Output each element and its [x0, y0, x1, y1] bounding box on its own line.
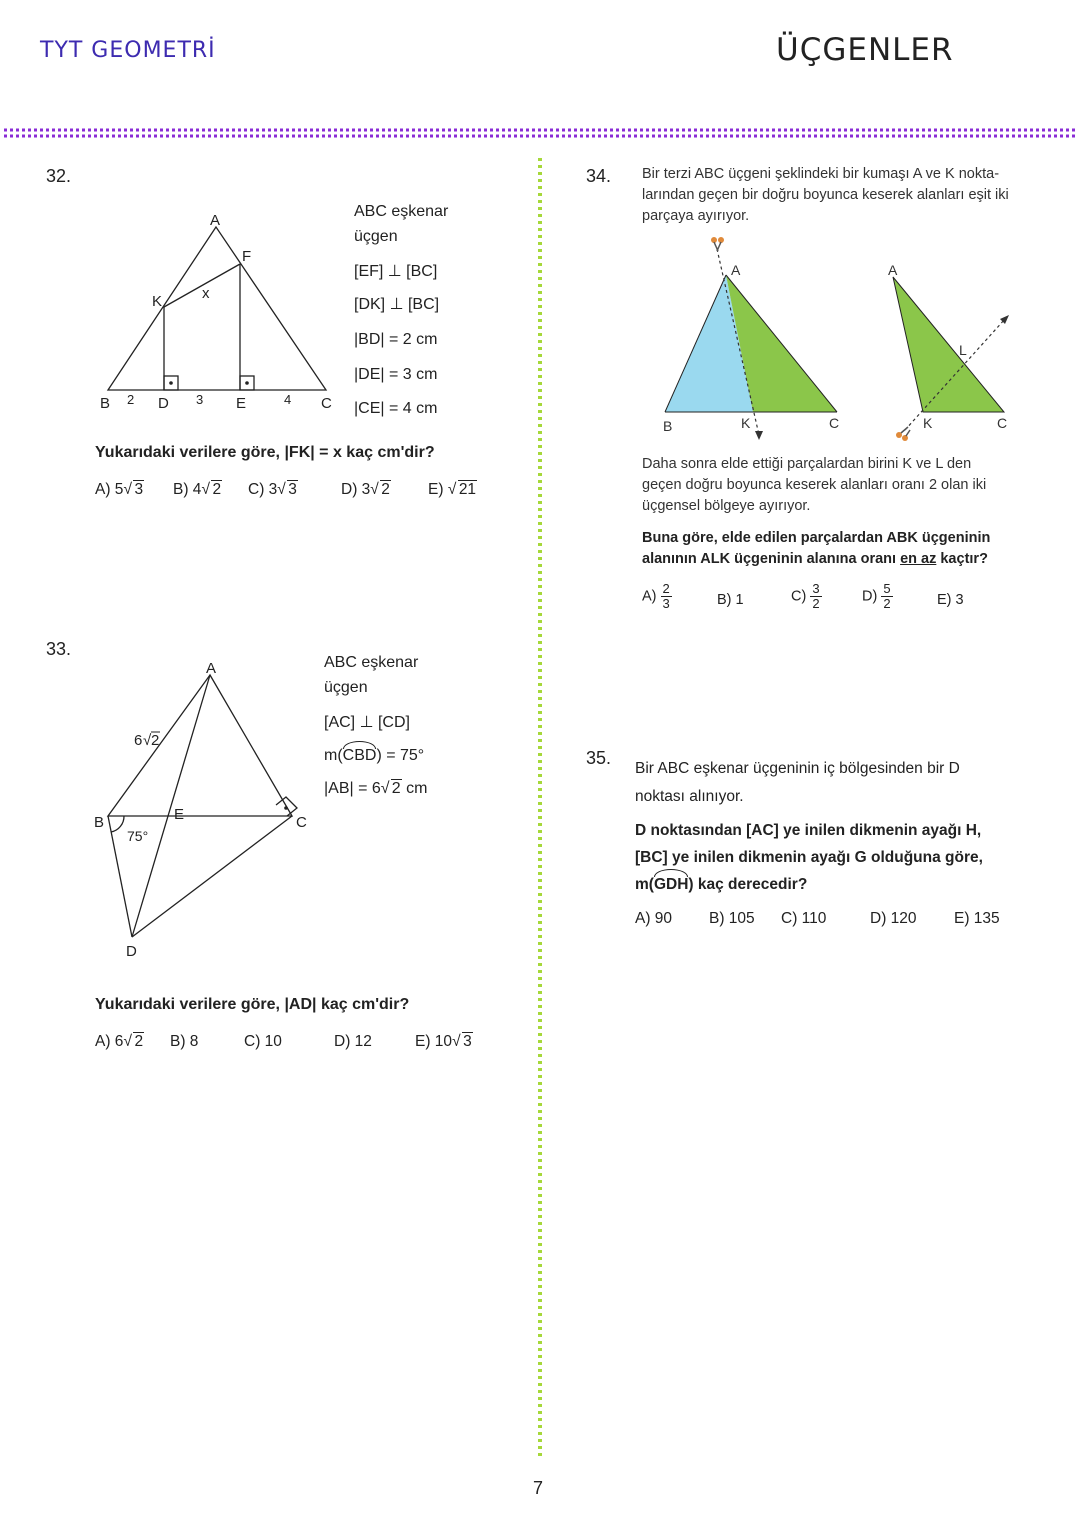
q33-option-c: C) 10 — [244, 1033, 282, 1050]
label-x: x — [202, 285, 210, 302]
header-topic: ÜÇGENLER — [776, 32, 954, 68]
label-D: D — [158, 395, 169, 412]
q32-number: 32. — [46, 166, 72, 186]
q32-option-b: B) 4√ 2 — [173, 481, 222, 499]
page-number: 7 — [533, 1478, 544, 1498]
label-C2: C — [997, 415, 1008, 431]
q33-option-d: D) 12 — [334, 1033, 372, 1050]
q32-question: Yukarıdaki verilere göre, |FK| = x kaç cm'dir? — [95, 444, 435, 461]
q33-options — [95, 1033, 495, 1055]
q34-option-d: D) $\frac{5}{2}$ — [862, 581, 891, 611]
q34-intro: Bir terzi ABC üçgeni şeklindeki bir kumaşı A ve K nokta- larından geçen bir doğru boyunca keserek alanları eşit iki parçaya ayırıyor. — [642, 166, 1009, 224]
q33-number: 33. — [46, 639, 72, 659]
label-E: E — [174, 806, 185, 823]
label-K: K — [152, 293, 163, 310]
label-K1: K — [741, 415, 751, 431]
q34-middle: Daha sonra elde ettiği parçalardan birini K ve L den geçen doğru boyunca keserek alanları oranı 2 olan iki üçgensel bölgeye ayırıyor. — [642, 456, 987, 514]
q32-option-e: E) √ 21 — [428, 481, 477, 499]
q35-option-c: C) 110 — [781, 910, 827, 927]
q34-options — [642, 582, 1022, 620]
label-A2: A — [888, 262, 898, 278]
label-F: F — [242, 248, 252, 265]
q35-intro: Bir ABC eşkenar üçgeninin iç bölgesinden bir D noktası alınıyor. — [635, 760, 960, 805]
label-C1: C — [829, 415, 840, 431]
label-K2: K — [923, 415, 933, 431]
q34-number: 34. — [586, 166, 612, 186]
q32-option-a: A) 5√ 3 — [95, 481, 144, 499]
q34-question: Buna göre, elde edilen parçalardan ABK üçgeninin alanının ALK üçgeninin alanına oranı en az kaçtır? — [642, 530, 991, 567]
label-de: 3 — [196, 392, 204, 407]
label-B: B — [94, 814, 105, 831]
label-ab-coef: 6 — [134, 732, 143, 749]
label-B: B — [663, 418, 673, 434]
label-B: B — [100, 395, 111, 412]
dotted-separator — [0, 126, 1080, 140]
svg-text:√: √ — [143, 732, 152, 749]
q34-option-a: A) $\frac{2}{3}$ — [642, 581, 670, 611]
label-angle: 75° — [127, 828, 149, 844]
scissors-icon — [711, 237, 724, 251]
q32-given: ABC eşkenar üçgen [EF] ⊥ [BC] [DK] ⊥ [BC] |BD| = 2 cm |DE| = 3 cm |CE| = 4 cm — [354, 203, 449, 417]
q34-option-b: B) 1 — [717, 592, 744, 608]
q35-option-d: D) 120 — [870, 910, 917, 927]
q33-option-e: E) 10√ 3 — [415, 1033, 473, 1051]
q33-option-b: B) 8 — [170, 1033, 199, 1050]
label-D: D — [126, 943, 137, 960]
label-L: L — [959, 342, 967, 358]
q35-question: D noktasından [AC] ye inilen dikmenin ayağı H, [BC] ye inilen dikmenin ayağı G olduğuna göre, m(GDH) kaç derecedir? — [635, 817, 983, 898]
q34-figure — [655, 235, 1035, 445]
q32-figure — [90, 205, 350, 420]
q32-option-c: C) 3√ 3 — [248, 481, 298, 499]
column-divider — [536, 158, 544, 1458]
q34-option-e: E) 3 — [937, 592, 964, 608]
q35-option-a: A) 90 — [635, 910, 673, 927]
label-A: A — [210, 212, 221, 229]
q33-given: ABC eşkenar üçgen [AC] ⊥ [CD] m(CBD) = 75° |AB| = 6√ 2 cm — [324, 650, 427, 801]
label-E: E — [236, 395, 247, 412]
label-C: C — [321, 395, 332, 412]
q32-option-d: D) 3√ 2 — [341, 481, 391, 499]
q32-options — [95, 481, 495, 503]
label-A1: A — [731, 262, 741, 278]
q35-options — [635, 910, 1025, 932]
label-ec: 4 — [284, 392, 292, 407]
label-bd: 2 — [127, 392, 135, 407]
label-A: A — [206, 660, 217, 677]
header-subject: TYT GEOMETRİ — [40, 38, 216, 63]
label-ab-root: 2 — [151, 732, 160, 749]
label-C: C — [296, 814, 307, 831]
scissors-icon — [896, 427, 910, 441]
q35-option-b: B) 105 — [709, 910, 755, 927]
q34-option-c: C) $\frac{3}{2}$ — [791, 581, 820, 611]
q33-question: Yukarıdaki verilere göre, |AD| kaç cm'dir? — [95, 996, 410, 1013]
q33-figure — [90, 655, 330, 960]
q33-option-a: A) 6√ 2 — [95, 1033, 144, 1051]
q35-option-e: E) 135 — [954, 910, 1000, 927]
q35-number: 35. — [586, 748, 612, 768]
